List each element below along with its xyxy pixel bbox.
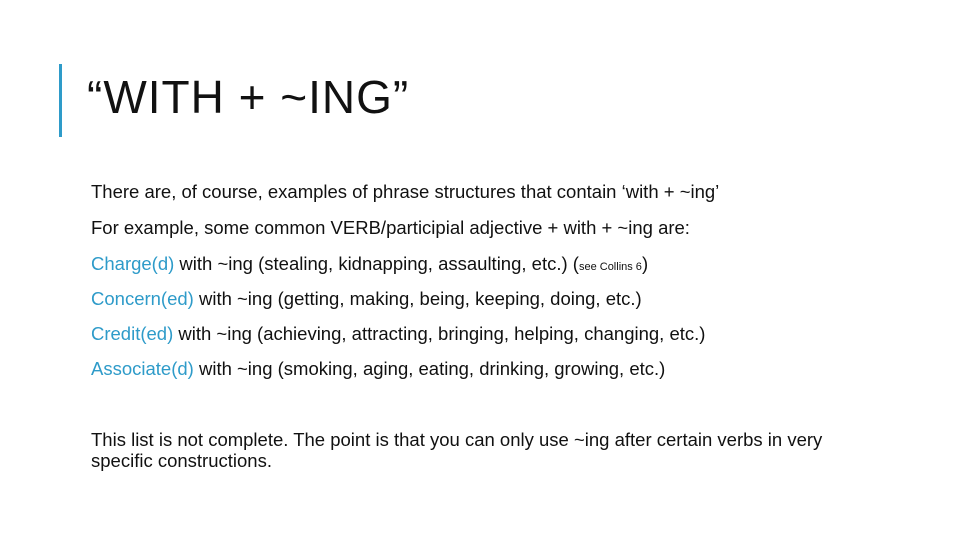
example-text: with ~ing (smoking, aging, eating, drinking, growing, etc.) [193, 358, 666, 379]
example-text: with ~ing (stealing, kidnapping, assaulting, etc.) ( [174, 253, 579, 274]
example-text: with ~ing (achieving, attracting, bringing, helping, changing, etc.) [173, 323, 706, 344]
example-item [91, 253, 648, 278]
example-verb: Charge(d) [91, 253, 175, 274]
title-accent-bar [59, 64, 62, 137]
citation-note: see Collins 6 [578, 261, 642, 273]
example-intro-line: For example, some common VERB/participial adjective + with + ~ing are: [91, 217, 690, 238]
example-item [91, 288, 642, 310]
intro-line: There are, of course, examples of phrase structures that contain ‘with + ~ing’ [91, 181, 720, 202]
citation-close: ) [641, 253, 649, 274]
example-text: with ~ing (getting, making, being, keeping, doing, etc.) [193, 288, 642, 309]
example-item [91, 358, 665, 380]
conclusion-paragraph: This list is not complete. The point is that you can only use ~ing after certain verbs in very specific constructions. [91, 429, 823, 471]
example-verb: Concern(ed) [91, 288, 194, 309]
example-item [91, 323, 705, 345]
slide-title: “WITH + ~ING” [87, 71, 410, 123]
example-verb: Associate(d) [91, 358, 194, 379]
example-verb: Credit(ed) [91, 323, 174, 344]
